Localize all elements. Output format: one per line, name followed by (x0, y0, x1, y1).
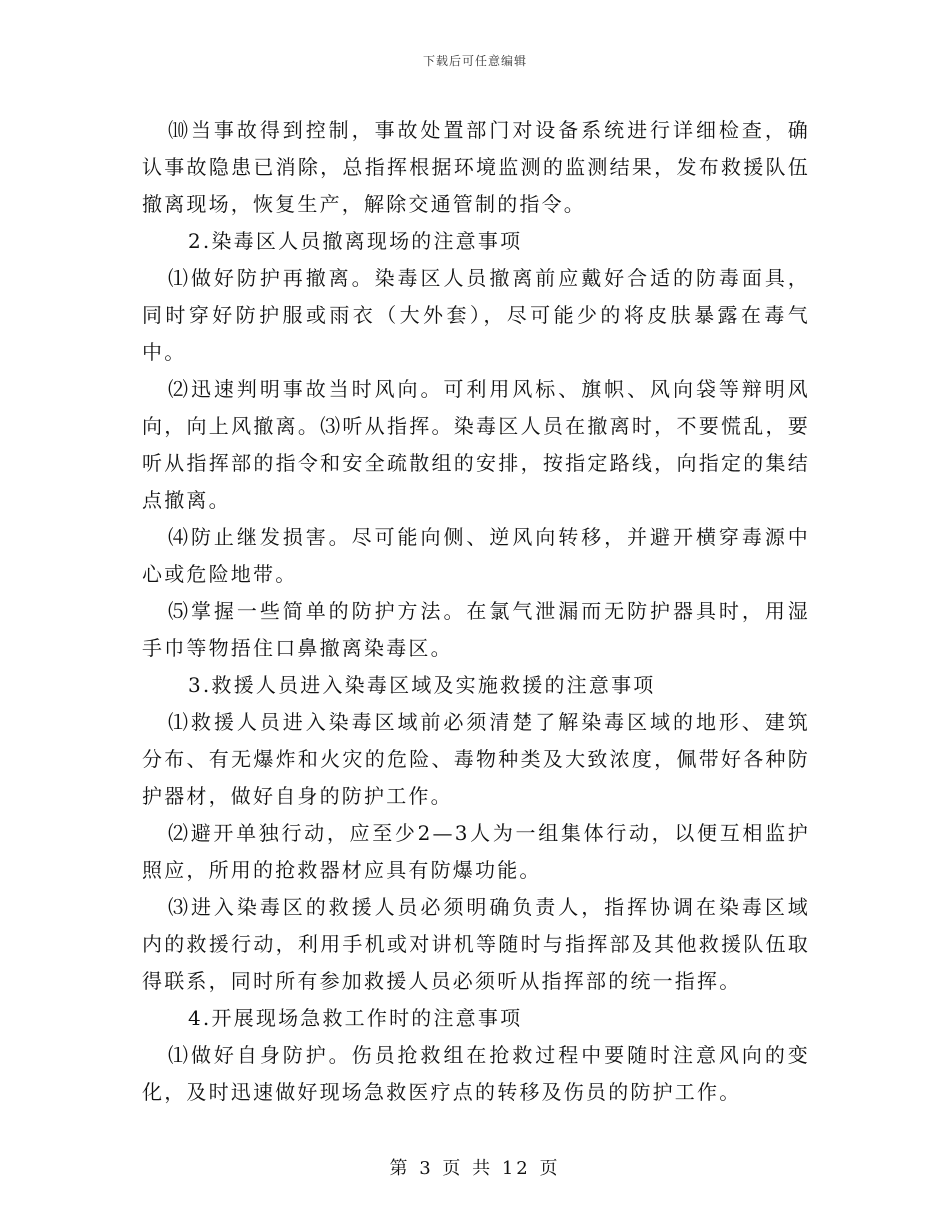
page-header: 下载后可任意编辑 (422, 54, 527, 68)
paragraph-item-2-3: ⑵迅速判明事故当时风向。可利用风标、旗帜、风向袋等辩明风向，向上风撤离。⑶听从指挥。染毒区人员在撤离时，不要慌乱，要听从指挥部的指令和安全疏散组的安排，按指定路线，向指定的集结点撤离。 (142, 377, 810, 512)
paragraph-rescue-1: ⑴救援人员进入染毒区域前必须清楚了解染毒区域的地形、建筑分布、有无爆炸和火灾的危险、毒物种类及大致浓度，佩带好各种防护器材，做好自身的防护工作。 (142, 710, 810, 808)
paragraph-item-1: ⑴做好防护再撤离。染毒区人员撤离前应戴好合适的防毒面具，同时穿好防护服或雨衣（大外套），尽可能少的将皮肤暴露在毒气中。 (142, 266, 810, 364)
paragraph-rescue-2: ⑵避开单独行动，应至少2—3人为一组集体行动，以便互相监护照应，所用的抢救器材应具有防爆功能。 (142, 821, 810, 882)
page-footer: 第 3 页 共 12 页 (389, 1158, 561, 1179)
section-heading-3: 3.救援人员进入染毒区域及实施救援的注意事项 (188, 673, 656, 697)
section-heading-2: 2.染毒区人员撤离现场的注意事项 (188, 229, 523, 253)
paragraph-item-4: ⑷防止继发损害。尽可能向侧、逆风向转移，并避开横穿毒源中心或危险地带。 (142, 525, 810, 586)
section-heading-4: 4.开展现场急救工作时的注意事项 (188, 1006, 523, 1030)
paragraph-rescue-3: ⑶进入染毒区的救援人员必须明确负责人，指挥协调在染毒区域内的救援行动，利用手机或对讲机等随时与指挥部及其他救援队伍取得联系，同时所有参加救援人员必须听从指挥部的统一指挥。 (142, 895, 810, 993)
paragraph-item-5: ⑸掌握一些简单的防护方法。在氯气泄漏而无防护器具时，用湿手巾等物捂住口鼻撤离染毒区。 (142, 599, 810, 660)
paragraph-item-10: ⑽当事故得到控制，事故处置部门对设备系统进行详细检查，确认事故隐患已消除，总指挥根据环境监测的监测结果，发布救援队伍撤离现场，恢复生产，解除交通管制的指令。 (142, 118, 810, 216)
document-body (142, 112, 810, 1111)
paragraph-firstaid-1: ⑴做好自身防护。伤员抢救组在抢救过程中要随时注意风向的变化，及时迅速做好现场急救医疗点的转移及伤员的防护工作。 (142, 1043, 810, 1104)
